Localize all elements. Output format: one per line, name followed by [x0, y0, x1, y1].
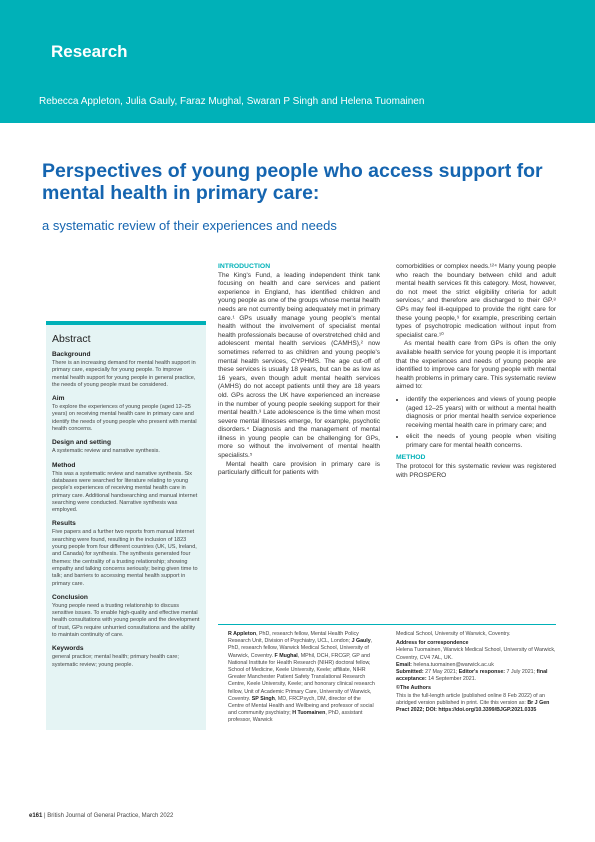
- abstract-section-conclusion: [52, 594, 200, 639]
- method-heading: METHOD: [396, 454, 426, 462]
- intro-paragraph: Mental health care provision in primary care is particularly difficult for patients with: [218, 460, 380, 477]
- acceptance-label: final acceptance:: [396, 669, 548, 683]
- author-affiliations: [228, 631, 376, 725]
- intro-paragraph: The King's Fund, a leading independent think tank focusing on health and care services and patient experience in England, has identified children and young people as one of the groups whose mental health needs are not currently being adequately met in primary care.¹ GPs usually manage young people's mental health without the involvement of specialist mental health professionals because of overstretched child and adolescent mental health services (CAMHS),² now sometimes referred to as children and young people's mental health services, CYPHMS. The age cut-off of these services is usually 18 years, but can be as low as 16 years, even though adult mental health services (AMHS) do not accept patients until they are 18 years old. GPs across the UK have experienced an increase in the number of young people seeking support for their mental health.³ Late adolescence is the time when most severe mental illnesses emerge, for example, psychotic disorders.⁴ Diagnosis and the management of mental illness in young people can be challenging for GPs, more so without the involvement of mental health specialists.⁵: [218, 271, 380, 460]
- author-name: SP Singh: [251, 695, 275, 702]
- abstract-section-text: A systematic review and narrative synthesis.: [52, 448, 160, 455]
- dates-line: [396, 669, 556, 683]
- section-banner: [0, 0, 595, 123]
- abstract-heading: Abstract: [52, 333, 91, 345]
- abstract-box: [46, 321, 206, 730]
- acceptance-date: 14 September 2021.: [428, 676, 477, 683]
- body-paragraph: As mental health care from GPs is often the only available health service for young people it is important that the experiences and needs of young people are identified to improve care for young people with mental health problems in primary care. This systematic review aimed to:: [396, 340, 556, 391]
- author-list: Rebecca Appleton, Julia Gauly, Faraz Mughal, Swaran P Singh and Helena Tuomainen: [39, 96, 425, 107]
- author-name: F Mughal: [274, 652, 298, 659]
- abstract-section-keywords: [52, 645, 200, 669]
- body-column-right: [396, 263, 556, 480]
- abstract-section-background: [52, 351, 200, 389]
- abstract-section-title: Method: [52, 461, 76, 469]
- aims-list-item: • elicit the needs of young people when visiting primary care for mental health concerns.: [406, 433, 556, 450]
- aims-list-item: • identify the experiences and views of young people (aged 12–25 years) with or without a mental health diagnosis or prior mental health service experience receiving mental health care in primary care; and: [406, 396, 556, 430]
- abstract-section-title: Conclusion: [52, 593, 88, 601]
- author-name: J Gauly: [351, 638, 371, 645]
- introduction-heading: INTRODUCTION: [218, 263, 271, 270]
- abstract-section-design: [52, 439, 200, 455]
- abstract-section-method: [52, 462, 200, 515]
- version-note: [396, 693, 556, 715]
- version-note-text: This is the full-length article (published online 8 Feb 2022) of an abridged version published in print. Cite this version as:: [396, 692, 545, 706]
- copyright-notice: ©The Authors: [396, 685, 431, 692]
- submitted-label: Submitted:: [396, 669, 424, 676]
- article-subtitle: a systematic review of their experiences and needs: [42, 218, 337, 233]
- abstract-section-title: Results: [52, 520, 76, 528]
- submitted-date: 27 May 2021;: [425, 669, 458, 676]
- response-label: Editor's response:: [458, 669, 506, 676]
- body-column-middle: [218, 263, 380, 478]
- author-affiliation: , MPhil, DCH, FRCGP, GP and National Institute for Health Research (NIHR) doctoral fellow, School of Medicine, Keele University, Keele; affiliate, NIHR Greater Manchester Patient Safety Translational Research Centre, Keele University, Keele; and honorary clinical research fellow, Unit of Academic Primary Care, University of Warwick, Coventry.: [228, 652, 375, 702]
- author-affiliation: , PhD, research fellow, Mental Health Policy Research Unit, Division of Psychiatry, UCL, London;: [228, 631, 359, 645]
- author-name: H Tuomainen: [292, 710, 326, 717]
- abstract-section-text: Young people need a trusting relationship to discuss sensitive issues. To enable high-quality and effective mental health consultations with young people and the development of trust, GPs require unhurried consultations and the ability to maintain continuity of care.: [52, 602, 200, 639]
- abstract-section-title: Aim: [52, 395, 65, 403]
- correspondence-block: [396, 631, 556, 714]
- response-date: 7 July 2021;: [506, 669, 536, 676]
- abstract-section-results: [52, 520, 200, 587]
- abstract-section-text: To explore the experiences of young people (aged 12–25 years) on receiving mental health care in primary care and identify the needs of young people who present with mental health concerns.: [52, 404, 197, 433]
- email-line: [396, 662, 556, 669]
- abstract-section-text: general practice; mental health; primary health care; systematic review; young people.: [52, 654, 179, 668]
- affiliation-continuation: Medical School, University of Warwick, Coventry.: [396, 631, 511, 637]
- address-label: Address for correspondence: [396, 640, 469, 647]
- abstract-section-aim: [52, 395, 200, 433]
- abstract-section-title: Design and setting: [52, 439, 111, 447]
- author-name: R Appleton: [228, 631, 257, 637]
- page-number: e161: [29, 813, 43, 819]
- author-affiliation: , PhD, assistant professor, Warwick: [228, 710, 363, 724]
- email-label: Email:: [396, 661, 412, 668]
- address-text: Helena Tuomainen, Warwick Medical School, University of Warwick, Coventry, CV4 7AL, UK.: [396, 647, 556, 661]
- footnote-divider: [218, 624, 556, 625]
- abstract-section-text: There is an increasing demand for mental health support in primary care, especially for young people. To improve mental health support for young people in general practice, the needs of young people must be considered.: [52, 360, 196, 388]
- citation-doi[interactable]: Br J Gen Pract 2022; DOI: https://doi.org/10.3399/BJGP.2021.0335: [396, 699, 550, 714]
- email-link[interactable]: helena.tuomainen@warwick.ac.uk: [413, 661, 494, 668]
- abstract-section-title: Background: [52, 351, 91, 358]
- journal-issue: British Journal of General Practice, March 2022: [47, 813, 174, 819]
- section-label: Research: [51, 42, 128, 61]
- abstract-section-text: This was a systematic review and narrative synthesis. Six databases were searched for literature relating to young people's experiences of receiving mental health care in primary care. Additional handsearching and manual internet searching were conducted. Narrative synthesis was employed.: [52, 470, 198, 514]
- aims-list: [396, 396, 556, 451]
- abstract-section-text: Five papers and a further two reports from manual internet searching were found, resulting in the inclusion of 1823 young people from four different countries (UK, US, Ireland, and Canada) for synthesis. The synthesis generated four themes: the centrality of a trusting relationship; showing empathy and talking concerns seriously; being given time to talk; and barriers to accessing mental health support in primary care.: [52, 529, 198, 587]
- body-paragraph: comorbidities or complex needs.¹²⁴ Many young people who reach the boundary between child and adult mental health services fit this category. Most, however, do not meet the strict eligibility criteria for adult services,⁷ and therefore are discharged to their GP.⁸ GPs may feel ill-equipped to provide the right care for these young people,⁹ for example, prescribing certain types of psychotropic medication without input from specialist care.¹⁰: [396, 263, 556, 339]
- page-footer: e161 | British Journal of General Practice, March 2022: [29, 813, 174, 819]
- article-title: Perspectives of young people who access support for mental health in primary care:: [42, 160, 543, 204]
- abstract-section-title: Keywords: [52, 645, 84, 653]
- author-affiliation: , PhD, research fellow, Warwick Medical School, University of Warwick, Coventry.: [228, 638, 373, 659]
- method-paragraph: The protocol for this systematic review was registered with PROSPERO: [396, 463, 556, 479]
- author-affiliation: , MD, FRCPsych, DM, director of the Centre of Mental Health and Wellbeing and professor of social and community psychiatry;: [228, 695, 374, 717]
